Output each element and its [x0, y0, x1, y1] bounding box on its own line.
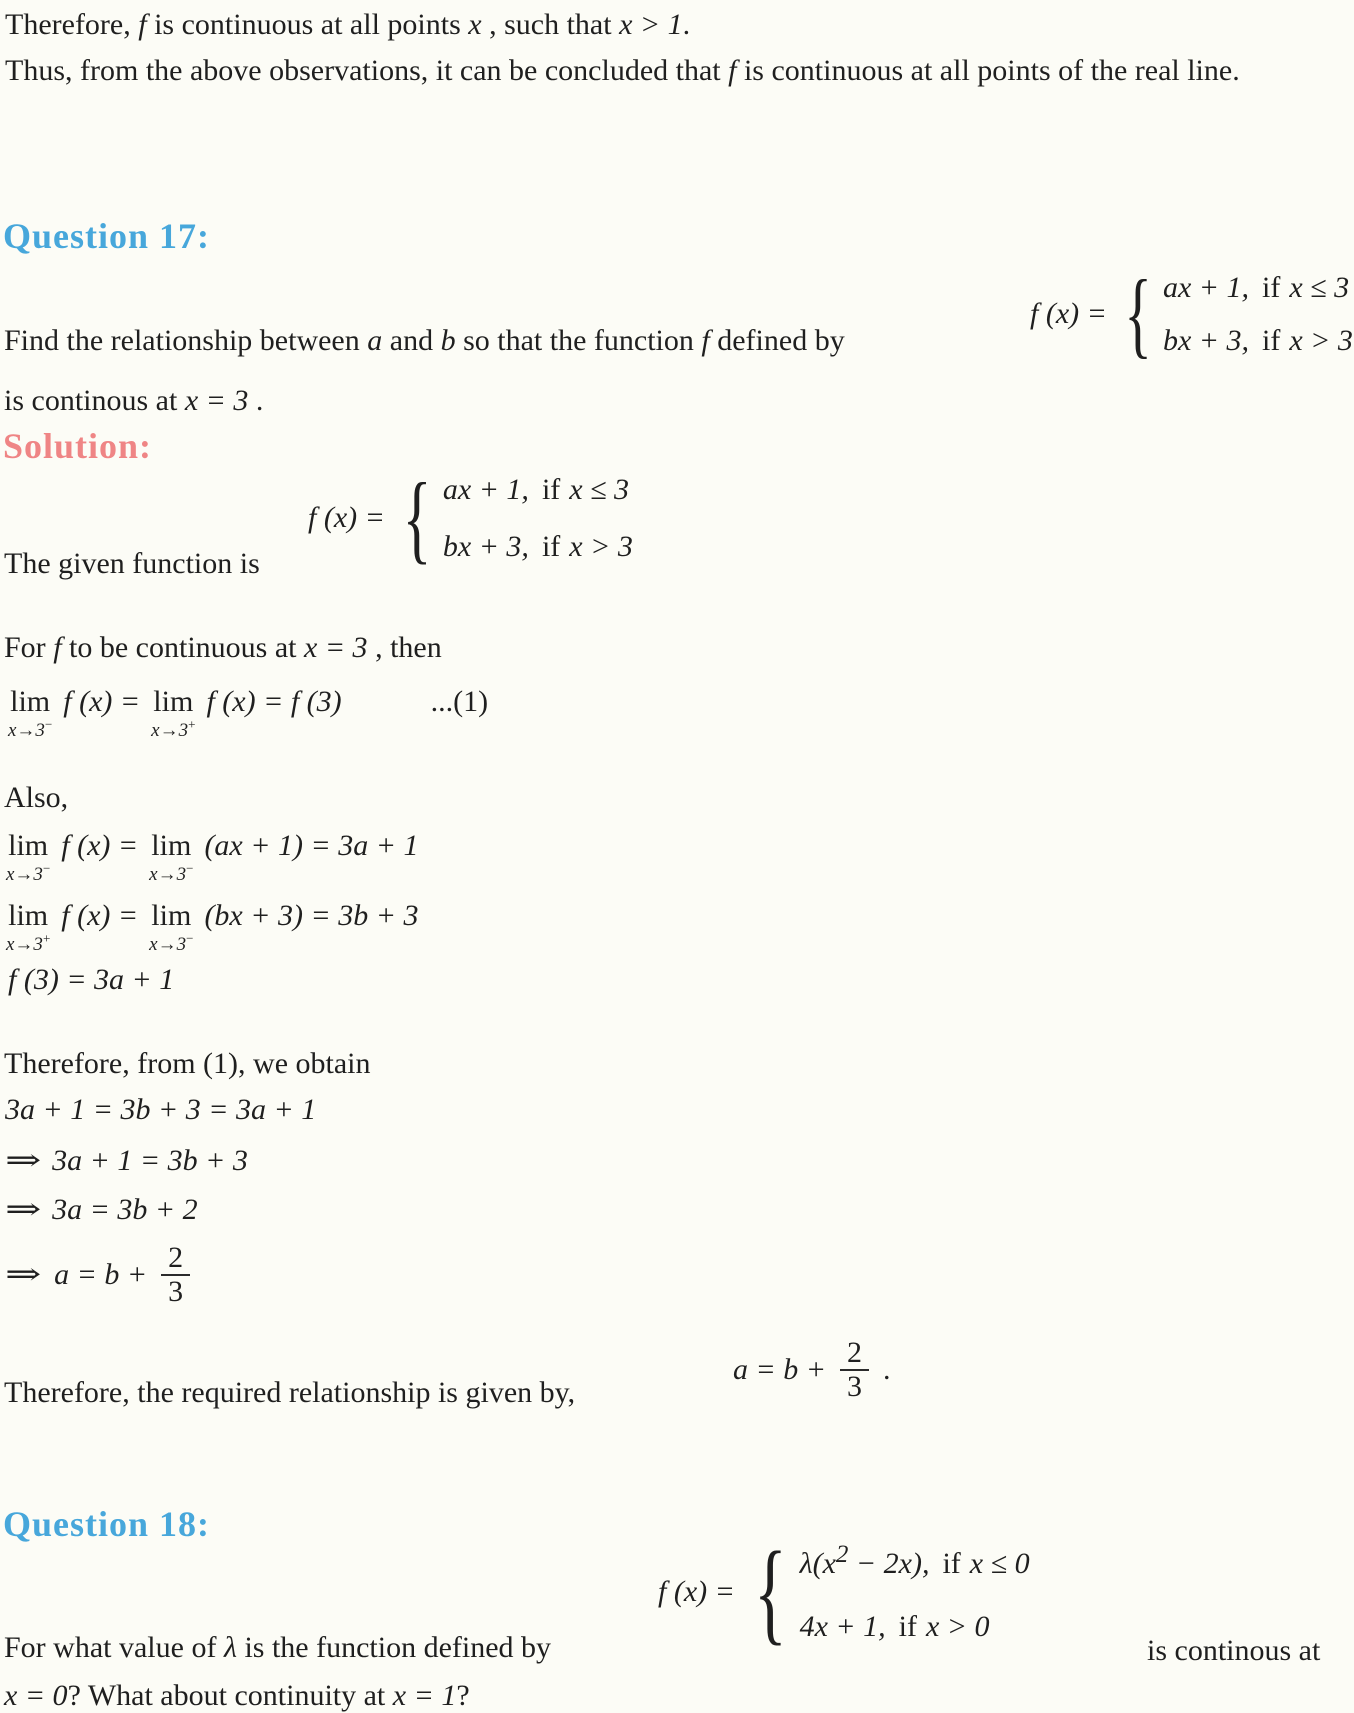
text-segment: For what value of [4, 1631, 224, 1664]
limit-approach: x→3 [149, 933, 187, 955]
also-text [4, 780, 68, 816]
math-equality: x = 3 [184, 384, 249, 417]
text-segment: , then [367, 631, 442, 664]
piecewise-function-solution [308, 462, 633, 573]
text-segment: Also, [4, 781, 69, 814]
math-var-b: b [440, 324, 456, 357]
math-expression: ax + 1, [442, 473, 529, 506]
implication-step-3 [5, 1242, 190, 1307]
implies-arrow: ⇒ [5, 1193, 42, 1226]
paragraph-continuity-x-gt-1 [5, 2, 1349, 48]
text-segment: is continuous at all points of the real line. [736, 54, 1240, 87]
if-word: if [898, 1610, 917, 1644]
limit-operator [8, 686, 52, 740]
question-17-statement [4, 323, 845, 359]
minus-sign: − [44, 716, 53, 732]
text-segment: , such that [481, 8, 620, 41]
text-segment: is continous at [1147, 1634, 1321, 1667]
math-expression: (ax + 1) = 3a + 1 [204, 829, 419, 862]
math-condition: x > 0 [925, 1610, 990, 1644]
piecewise-row-1 [1163, 271, 1353, 304]
math-var-x: x [468, 8, 482, 41]
math-condition: x ≤ 3 [1289, 271, 1350, 305]
limit-subscript [6, 930, 51, 955]
text-segment: For [4, 631, 54, 664]
text-segment: defined by [709, 324, 845, 357]
lim-word: lim [8, 829, 49, 862]
piecewise-row-2 [800, 1610, 1030, 1643]
text-segment: . [682, 8, 691, 41]
text-segment: is the function defined by [236, 1631, 552, 1664]
question-18-heading: Question 18: [3, 1504, 211, 1544]
text-segment: Therefore, the required relationship is given by, [4, 1376, 576, 1409]
text-segment: Thus, from the above observations, it can be concluded that [5, 54, 729, 87]
function-notation: f (x) = [308, 501, 385, 534]
text-segment: Therefore, [5, 8, 139, 41]
lim-word: lim [153, 685, 194, 718]
piecewise-function-q17 [1030, 260, 1353, 367]
function-notation: f (x) = [1030, 297, 1107, 331]
plus-sign: + [42, 930, 51, 946]
fraction-denominator: 3 [840, 1369, 869, 1403]
limit-approach: x→3 [8, 719, 45, 741]
math-equality: x = 0 [4, 1679, 68, 1712]
math-condition: x ≤ 3 [569, 473, 630, 506]
math-var-f: f [728, 54, 737, 87]
if-word: if [1262, 324, 1281, 358]
math-var-f: f [53, 631, 62, 664]
limit-subscript [6, 860, 51, 885]
limit-approach: x→3 [151, 719, 189, 741]
math-expression: 3a + 1 = 3b + 3 = 3a + 1 [5, 1093, 317, 1126]
left-brace: { [753, 1528, 787, 1655]
limit-subscript [151, 716, 196, 741]
piecewise-rows [1163, 271, 1353, 357]
question-18-statement-tail [1147, 1633, 1320, 1669]
math-inequality: x > 1 [619, 8, 683, 41]
limit-approach: x→3 [149, 863, 187, 885]
limit-subscript [8, 716, 53, 741]
therefore-from-1-text [4, 1046, 371, 1082]
limit-subscript [149, 930, 194, 955]
lim-word: lim [151, 829, 192, 862]
math-expression: − 2x), [848, 1547, 930, 1581]
text-segment: is continuous at all points [146, 8, 469, 41]
limit-operator [149, 830, 193, 884]
right-limit-equation [6, 898, 429, 954]
left-brace: { [1124, 260, 1152, 367]
paragraph-conclusion-real-line [5, 48, 1351, 94]
math-expression: a = b + [54, 1257, 148, 1291]
if-word: if [1262, 271, 1281, 305]
text-segment: is continous at [4, 384, 185, 417]
text-segment: so that the function [455, 324, 702, 357]
plus-sign: + [188, 716, 196, 732]
fraction-numerator: 2 [847, 1336, 862, 1369]
piecewise-rows [800, 1541, 1030, 1643]
f-of-3-equation [8, 962, 174, 998]
conclusion-text [4, 1375, 575, 1411]
text-segment: ? What about continuity at [67, 1679, 393, 1712]
lim-word: lim [8, 899, 49, 932]
fraction-two-thirds [840, 1337, 869, 1402]
lim-word: lim [10, 685, 51, 718]
limit-operator [6, 900, 50, 954]
implies-arrow: ⇒ [5, 1257, 42, 1291]
text-segment: . [248, 384, 264, 417]
math-var-a: a [367, 324, 383, 357]
math-expression: 3a + 1 = 3b + 3 [52, 1144, 248, 1177]
limit-operator [149, 900, 193, 954]
limit-operator [151, 686, 195, 740]
period: . [883, 1352, 891, 1386]
left-limit-equation [6, 828, 429, 884]
math-condition: x ≤ 0 [969, 1547, 1030, 1581]
piecewise-row-2 [443, 530, 633, 563]
limit-subscript [149, 860, 194, 885]
math-lambda: λ [223, 1631, 237, 1664]
text-segment: The given function is [4, 547, 260, 580]
math-expression: 4x + 1, [799, 1610, 886, 1644]
piecewise-rows [443, 473, 633, 563]
math-expression: f (x) = f (3) [206, 685, 342, 718]
implies-arrow: ⇒ [5, 1144, 42, 1177]
minus-sign: − [186, 860, 194, 876]
text-segment: Find the relationship between [4, 324, 368, 357]
math-equality: x = 1 [392, 1679, 457, 1712]
piecewise-row-1 [443, 473, 633, 506]
question-17-statement-line2 [4, 383, 263, 419]
minus-sign: − [186, 930, 194, 946]
if-word: if [541, 473, 561, 506]
text-segment: ? [456, 1679, 470, 1712]
given-function-text [4, 546, 260, 582]
solution-heading: Solution: [3, 426, 153, 466]
limit-approach: x→3 [6, 863, 43, 885]
question-17-heading: Question 17: [3, 216, 211, 256]
math-expression: f (x) = [61, 829, 139, 862]
fraction-two-thirds [161, 1242, 190, 1307]
implication-step-2 [5, 1192, 198, 1228]
minus-sign: − [42, 860, 51, 876]
math-expression: f (3) = 3a + 1 [8, 963, 175, 996]
left-brace: { [402, 462, 432, 573]
math-var-f: f [138, 8, 147, 41]
equation-1 [8, 684, 488, 740]
equation-reference: ...(1) [430, 685, 489, 718]
math-expression: (bx + 3) = 3b + 3 [204, 899, 419, 932]
if-word: if [942, 1547, 961, 1581]
limit-approach: x→3 [6, 933, 43, 955]
math-expression: bx + 3, [1162, 324, 1250, 358]
fraction-denominator: 3 [161, 1274, 190, 1308]
piecewise-row-2 [1163, 324, 1353, 357]
lim-word: lim [151, 899, 192, 932]
math-condition: x > 3 [569, 530, 633, 563]
math-expression: ax + 1, [1162, 271, 1250, 305]
conclusion-expression [733, 1337, 891, 1402]
math-equality: x = 3 [304, 631, 368, 664]
fraction-numerator: 2 [168, 1241, 184, 1274]
math-var-f: f [701, 324, 710, 357]
question-18-statement-line2 [4, 1678, 470, 1713]
if-word: if [541, 530, 561, 563]
question-18-statement [4, 1630, 551, 1666]
piecewise-row-1 [800, 1541, 1030, 1580]
math-expression: a = b + [733, 1352, 826, 1386]
math-expression: 3a = 3b + 2 [52, 1193, 198, 1226]
chain-equation [5, 1092, 316, 1128]
limit-operator [6, 830, 50, 884]
math-expression: bx + 3, [442, 530, 529, 563]
function-notation: f (x) = [658, 1575, 735, 1609]
piecewise-function-q18 [658, 1528, 1030, 1655]
implication-step-1 [5, 1143, 248, 1179]
math-expression: f (x) = [63, 685, 141, 718]
math-expression: f (x) = [61, 899, 139, 932]
exponent-2: 2 [835, 1541, 849, 1569]
text-segment: to be continuous at [61, 631, 304, 664]
math-expression: λ(x [799, 1547, 836, 1581]
continuity-condition-text [4, 630, 442, 666]
text-segment: and [382, 324, 441, 357]
math-condition: x > 3 [1289, 324, 1353, 358]
text-segment: Therefore, from (1), we obtain [4, 1047, 371, 1080]
